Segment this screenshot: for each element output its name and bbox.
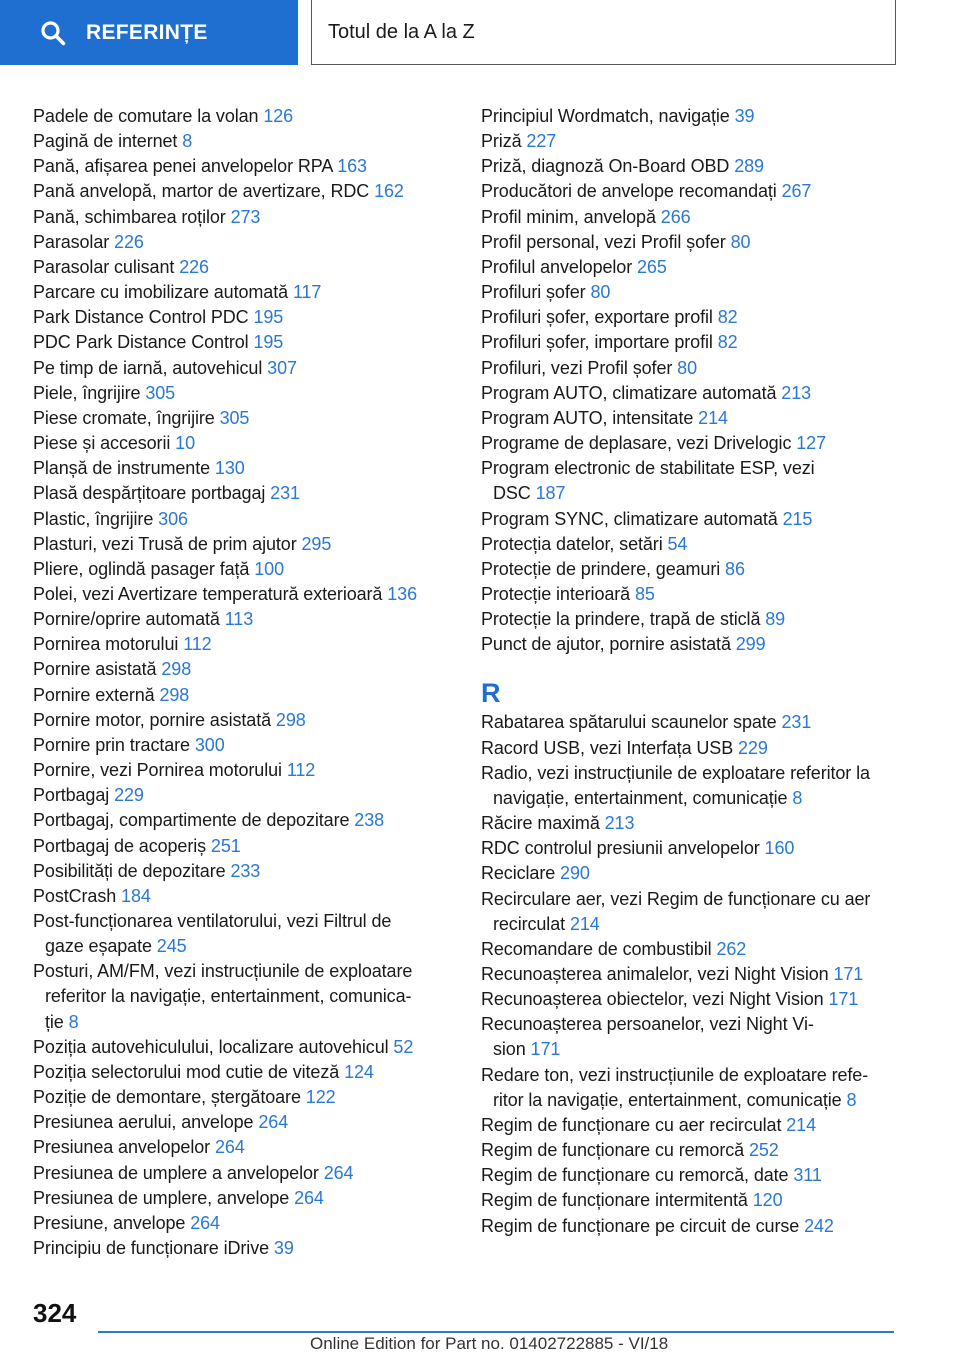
index-entry-text: Program electronic de stabilitate ESP, vezi: [481, 458, 815, 479]
index-entry-page-link[interactable]: 8: [792, 787, 803, 808]
index-entry-page-link[interactable]: 214: [698, 407, 728, 428]
index-entry-page-link[interactable]: 80: [590, 282, 611, 303]
index-entry-text: Recunoașterea persoanelor, vezi Night Vi-: [481, 1014, 814, 1035]
index-entry: [33, 783, 448, 808]
index-entry-page-link[interactable]: 171: [828, 989, 859, 1010]
index-entry-page-link[interactable]: 160: [764, 838, 795, 859]
index-entry: [481, 937, 901, 962]
index-entry-text: Poziție de demontare, ștergătoare: [33, 1087, 301, 1108]
index-entry: [33, 1135, 448, 1160]
index-entry: [33, 205, 448, 230]
index-entry-text: Punct de ajutor, pornire asistată: [481, 634, 731, 655]
index-entry-text: Recirculare aer, vezi Regim de funcționare cu aer: [481, 888, 871, 909]
index-entry-text: Posibilități de depozitare: [33, 860, 226, 881]
index-entry-page-link[interactable]: 39: [734, 106, 755, 126]
index-entry-text: Park Distance Control PDC: [33, 307, 249, 328]
index-entry-text: Pană, afișarea penei anvelopelor RPA: [33, 156, 333, 177]
index-entry-page-link[interactable]: 213: [781, 382, 812, 403]
index-entry-text: Racord USB, vezi Interfața USB: [481, 737, 734, 758]
index-entry-text: sion: [493, 1039, 526, 1060]
index-entry-page-link[interactable]: 86: [725, 558, 745, 579]
index-entry-text: Pornire externă: [33, 684, 155, 705]
index-entry: [33, 507, 448, 532]
index-entry: [33, 179, 448, 204]
index-tab[interactable]: [311, 0, 896, 65]
index-entry-page-link[interactable]: 299: [735, 634, 766, 655]
index-entry-page-link[interactable]: 226: [179, 256, 209, 277]
index-entry: [481, 607, 901, 632]
footer-edition: [310, 1334, 668, 1354]
index-entry-text: Presiunea de umplere a anvelopelor: [33, 1162, 319, 1183]
index-entry: [481, 1214, 901, 1239]
index-entry-page-link[interactable]: 112: [183, 634, 212, 655]
index-entry-text: Pornirea motorului: [33, 634, 179, 655]
index-entry-text: Pornire prin tractare: [33, 734, 190, 755]
index-entry: [481, 406, 901, 431]
index-entry-text: Profiluri șofer: [481, 282, 586, 303]
index-entry-page-link[interactable]: 266: [660, 206, 691, 227]
index-entry-text: ție: [45, 1011, 64, 1032]
index-entry-page-link[interactable]: 8: [182, 131, 193, 152]
index-entry-page-link[interactable]: 195: [253, 307, 284, 328]
index-entry: [481, 1163, 901, 1188]
index-entry-page-link[interactable]: 82: [717, 332, 738, 353]
index-entry-page-link[interactable]: 229: [114, 785, 144, 806]
index-entry: [481, 532, 901, 557]
index-entry-text: Răcire maximă: [481, 813, 600, 834]
index-entry: [33, 356, 448, 381]
index-entry-text: Regim de funcționare cu aer recirculat: [481, 1114, 782, 1135]
index-entry-page-link[interactable]: 124: [344, 1061, 374, 1082]
index-entry-text: Profilul anvelopelor: [481, 256, 633, 277]
index-entry-text: DSC: [493, 483, 531, 504]
index-entry-page-link[interactable]: 252: [748, 1140, 779, 1161]
index-entry: [481, 104, 901, 129]
index-entry-text: Redare ton, vezi instrucțiunile de exploatare refe-: [481, 1064, 869, 1085]
index-entry: [33, 406, 448, 431]
index-entry: [33, 104, 448, 129]
index-entry: [481, 887, 901, 937]
index-entry-text: gaze eșapate: [45, 936, 152, 957]
index-entry-page-link[interactable]: 120: [752, 1190, 783, 1211]
index-entry-page-link[interactable]: 245: [156, 936, 187, 957]
index-entry-text: Parasolar: [33, 231, 110, 252]
index-entry: [481, 255, 901, 280]
index-entry: [33, 808, 448, 833]
index-entry-text: Piese cromate, îngrijire: [33, 407, 215, 428]
index-entry-text: Reciclare: [481, 863, 556, 884]
index-entry-page-link[interactable]: 295: [301, 533, 332, 554]
index-entry-page-link[interactable]: 273: [230, 206, 261, 227]
index-entry-page-link[interactable]: 264: [214, 1137, 245, 1158]
index-entry-page-link[interactable]: 242: [804, 1215, 834, 1236]
index-entry: [33, 909, 448, 959]
index-entry-page-link[interactable]: 126: [263, 106, 294, 126]
search-icon: [40, 20, 66, 46]
index-entry-page-link[interactable]: 267: [781, 181, 812, 202]
index-entry-page-link[interactable]: 311: [793, 1165, 822, 1186]
index-entry-page-link[interactable]: 306: [158, 508, 188, 529]
index-entry-text: Padele de comutare la volan: [33, 106, 259, 126]
index-entry-text: Program AUTO, intensitate: [481, 407, 694, 428]
index-entry-text: Presiunea anvelopelor: [33, 1137, 211, 1158]
index-entry-page-link[interactable]: 162: [374, 181, 404, 202]
index-entry-page-link[interactable]: 136: [387, 583, 417, 604]
index-entry-page-link[interactable]: 122: [305, 1087, 336, 1108]
index-entry: [33, 1161, 448, 1186]
index-entry: [33, 154, 448, 179]
index-entry-page-link[interactable]: 305: [219, 407, 250, 428]
index-entry-text: Recomandare de combustibil: [481, 938, 712, 959]
index-entry-text: Programe de deplasare, vezi Drivelogic: [481, 433, 792, 454]
index-entry-text: Piele, îngrijire: [33, 382, 141, 403]
index-entry: [33, 431, 448, 456]
index-entry: [481, 1012, 901, 1062]
index-entry-page-link[interactable]: 130: [214, 458, 245, 479]
index-entry-text: Presiune, anvelope: [33, 1212, 186, 1233]
index-entry-text: PostCrash: [33, 885, 117, 906]
index-entry-text: Protecție de prindere, geamuri: [481, 558, 721, 579]
index-entry-page-link[interactable]: 238: [354, 810, 385, 831]
index-entry-text: Pe timp de iarnă, autovehicul: [33, 357, 263, 378]
index-entry: [481, 381, 901, 406]
index-entry: [481, 987, 901, 1012]
index-column-left: [33, 104, 448, 1261]
index-entry-text: Regim de funcționare cu remorcă: [481, 1140, 745, 1161]
index-entry: [481, 710, 901, 735]
index-entry-page-link[interactable]: 289: [734, 156, 764, 177]
references-tab-label: REFERINȚE: [86, 20, 208, 44]
index-entry-text: Portbagaj de acoperiș: [33, 835, 207, 856]
index-entry: [481, 330, 901, 355]
index-entry: [33, 381, 448, 406]
index-entry-text: Planșă de instrumente: [33, 458, 211, 479]
index-entry-page-link[interactable]: 264: [294, 1187, 324, 1208]
index-entry-page-link[interactable]: 264: [190, 1212, 220, 1233]
index-entry-page-link[interactable]: 262: [716, 938, 747, 959]
footer-divider: [98, 1331, 894, 1333]
index-entry-text: Protecție interioară: [481, 583, 631, 604]
index-entry-text: Pornire/oprire automată: [33, 609, 220, 630]
index-entry-text: Regim de funcționare cu remorcă, date: [481, 1165, 789, 1186]
index-tab-label: Totul de la A la Z: [328, 20, 475, 43]
index-entry: [481, 230, 901, 255]
index-entry-page-link[interactable]: 82: [717, 307, 738, 328]
index-entry-text: Polei, vezi Avertizare temperatură exterioară: [33, 583, 383, 604]
index-entry-text: Principiu de funcționare iDrive: [33, 1238, 270, 1259]
index-entry-page-link[interactable]: 226: [114, 231, 144, 252]
index-entry: [481, 179, 901, 204]
index-entry-text: Post-funcționarea ventilatorului, vezi Filtrul de: [33, 911, 392, 931]
index-entry-page-link[interactable]: 265: [637, 256, 667, 277]
index-entry-text: PDC Park Distance Control: [33, 332, 249, 353]
section-letter-r: R: [481, 678, 501, 709]
index-entry-text: referitor la navigație, entertainment, comunica-: [45, 986, 412, 1007]
index-entry: [481, 280, 901, 305]
index-entry-text: Pornire, vezi Pornirea motorului: [33, 760, 282, 781]
index-section-r: [481, 710, 901, 1238]
index-entry-page-link[interactable]: 195: [253, 332, 284, 353]
index-entry-page-link[interactable]: 39: [273, 1238, 294, 1259]
index-entry: [33, 884, 448, 909]
index-entry-page-link[interactable]: 85: [634, 583, 655, 604]
index-entry: [33, 1236, 448, 1261]
index-entry: [481, 129, 901, 154]
index-entry: [33, 758, 448, 783]
index-entry-page-link[interactable]: 117: [292, 282, 322, 303]
index-entry-text: navigație, entertainment, comunicație: [493, 787, 788, 808]
index-entry-page-link[interactable]: 171: [833, 964, 864, 984]
index-entry: [33, 1211, 448, 1236]
index-entry-page-link[interactable]: 298: [275, 709, 306, 730]
index-entry: [33, 456, 448, 481]
index-entry-text: Regim de funcționare pe circuit de curse: [481, 1215, 800, 1236]
index-entry: [33, 607, 448, 632]
index-entry-text: Principiul Wordmatch, navigație: [481, 106, 730, 126]
index-entry-page-link[interactable]: 231: [270, 483, 300, 504]
index-entry-text: Presiunea aerului, anvelope: [33, 1112, 254, 1133]
index-entry: [481, 1188, 901, 1213]
index-entry-text: Posturi, AM/FM, vezi instrucțiunile de exploatare: [33, 961, 413, 982]
index-entry-text: Protecție la prindere, trapă de sticlă: [481, 609, 761, 630]
index-entry-text: Poziția selectorului mod cutie de viteză: [33, 1061, 340, 1082]
index-entry: [481, 962, 901, 987]
index-entry: [481, 761, 901, 811]
index-entry: [481, 205, 901, 230]
index-entry: [33, 1085, 448, 1110]
index-entry: [33, 632, 448, 657]
index-entry-page-link[interactable]: 112: [286, 760, 316, 781]
index-entry-page-link[interactable]: 52: [393, 1036, 414, 1057]
index-entry-text: Protecția datelor, setări: [481, 533, 663, 554]
index-entry: [481, 154, 901, 179]
index-entry-page-link[interactable]: 163: [337, 156, 367, 177]
index-entry-page-link[interactable]: 100: [254, 558, 284, 579]
index-entry-text: Program AUTO, climatizare automată: [481, 382, 777, 403]
index-entry: [481, 305, 901, 330]
index-entry-page-link[interactable]: 305: [145, 382, 176, 403]
index-entry-text: Profil personal, vezi Profil șofer: [481, 231, 726, 252]
index-entry-page-link[interactable]: 227: [526, 131, 557, 152]
index-entry-page-link[interactable]: 264: [258, 1112, 289, 1133]
index-entry: [481, 582, 901, 607]
index-entry-text: Pagină de internet: [33, 131, 178, 152]
index-column-right: [481, 104, 901, 1239]
index-entry-text: Plasturi, vezi Trusă de prim ajutor: [33, 533, 297, 554]
index-entry: [33, 230, 448, 255]
index-entry: [33, 532, 448, 557]
index-entry: [481, 811, 901, 836]
index-entry-text: Parasolar culisant: [33, 256, 175, 277]
index-entry-text: RDC controlul presiunii anvelopelor: [481, 838, 760, 859]
index-entry-page-link[interactable]: 300: [194, 734, 225, 755]
index-entry: [33, 683, 448, 708]
index-entry: [33, 834, 448, 859]
index-entry-text: Poziția autovehiculului, localizare autovehicul: [33, 1036, 389, 1057]
index-entry-text: Pornire asistată: [33, 659, 157, 680]
index-entry-text: Profiluri, vezi Profil șofer: [481, 357, 673, 378]
index-entry-text: Parcare cu imobilizare automată: [33, 282, 289, 303]
index-entry: [481, 836, 901, 861]
index-entry: [33, 1060, 448, 1085]
index-entry: [33, 129, 448, 154]
index-entry-page-link[interactable]: 113: [224, 609, 254, 630]
index-entry-page-link[interactable]: 229: [738, 737, 768, 758]
index-entry-page-link[interactable]: 213: [604, 813, 635, 834]
index-entry-text: Producători de anvelope recomandați: [481, 181, 777, 202]
index-entry: [481, 456, 901, 506]
index-entry-text: Radio, vezi instrucțiunile de exploatare referitor la: [481, 762, 870, 783]
index-entry: [33, 1035, 448, 1060]
index-entry-page-link[interactable]: 80: [677, 357, 697, 378]
index-entry-text: Pliere, oglindă pasager față: [33, 558, 250, 579]
index-entry-page-link[interactable]: 307: [267, 357, 297, 378]
index-entry-text: Profiluri șofer, importare profil: [481, 332, 713, 353]
index-entry-page-link[interactable]: 54: [667, 533, 688, 554]
index-entry: [33, 255, 448, 280]
index-entry: [481, 1138, 901, 1163]
index-entry-text: Recunoașterea obiectelor, vezi Night Vision: [481, 989, 824, 1010]
index-entry-text: Plastic, îngrijire: [33, 508, 154, 529]
index-entry: [33, 733, 448, 758]
index-entry-text: Plasă despărțitoare portbagaj: [33, 483, 266, 504]
index-entry-page-link[interactable]: 298: [159, 684, 190, 705]
index-entry-page-link[interactable]: 127: [796, 433, 826, 454]
edition-text: Online Edition for Part no. 01402722885 - VI/18: [310, 1334, 669, 1353]
index-entry-text: Profiluri șofer, exportare profil: [481, 307, 713, 328]
index-entry-text: Portbagaj, compartimente de depozitare: [33, 810, 350, 831]
index-entry: [481, 632, 901, 657]
references-tab[interactable]: [0, 0, 298, 65]
index-entry-page-link[interactable]: 251: [210, 835, 241, 856]
index-entry-text: Recunoașterea animalelor, vezi Night Vision: [481, 964, 829, 984]
index-entry: [33, 708, 448, 733]
index-entry-text: Pană, schimbarea roților: [33, 206, 226, 227]
index-entry-text: Rabatarea spătarului scaunelor spate: [481, 712, 777, 733]
index-entry: [33, 481, 448, 506]
index-entry: [481, 1113, 901, 1138]
index-entry-text: Presiunea de umplere, anvelope: [33, 1187, 290, 1208]
index-entry-page-link[interactable]: 264: [323, 1162, 354, 1183]
index-entry-text: Regim de funcționare intermitentă: [481, 1190, 748, 1211]
index-entry-text: Pană anvelopă, martor de avertizare, RDC: [33, 181, 370, 202]
index-entry-text: Profil minim, anvelopă: [481, 206, 656, 227]
index-entry-page-link[interactable]: 214: [786, 1114, 816, 1135]
index-entry-page-link[interactable]: 184: [121, 885, 151, 906]
index-entry-page-link[interactable]: 298: [161, 659, 192, 680]
index-entry-text: recirculat: [493, 913, 566, 934]
index-entry-text: Priză: [481, 131, 522, 152]
index-entry-text: Piese și accesorii: [33, 433, 171, 454]
index-entry-page-link[interactable]: 8: [846, 1089, 857, 1110]
index-entry: [33, 859, 448, 884]
index-entry: [33, 305, 448, 330]
index-entry-text: Portbagaj: [33, 785, 110, 806]
index-entry-page-link[interactable]: 89: [765, 609, 786, 630]
index-section-p-continued: [481, 104, 901, 657]
index-entry-page-link[interactable]: 231: [781, 712, 812, 733]
index-entry: [481, 356, 901, 381]
index-entry: [33, 330, 448, 355]
index-entry: [481, 1063, 901, 1113]
index-entry: [481, 736, 901, 761]
index-entry: [33, 657, 448, 682]
page-number: 324: [33, 1298, 77, 1328]
index-entry-text: ritor la navigație, entertainment, comunicație: [493, 1089, 842, 1110]
index-entry-page-link[interactable]: 290: [560, 863, 590, 884]
index-entry: [481, 507, 901, 532]
index-entry-page-link[interactable]: 215: [782, 508, 813, 529]
index-entry: [33, 582, 448, 607]
index-entry-page-link[interactable]: 233: [230, 860, 261, 881]
index-entry: [33, 557, 448, 582]
index-entry-page-link[interactable]: 80: [730, 231, 751, 252]
index-entry: [481, 431, 901, 456]
index-entry-text: Program SYNC, climatizare automată: [481, 508, 778, 529]
index-entry-page-link[interactable]: 171: [530, 1039, 561, 1060]
index-entry-page-link[interactable]: 8: [68, 1011, 79, 1032]
index-entry: [33, 959, 448, 1034]
index-entry-text: Pornire motor, pornire asistată: [33, 709, 272, 730]
index-entry: [33, 280, 448, 305]
index-entry-page-link[interactable]: 214: [569, 913, 600, 934]
index-entry: [481, 557, 901, 582]
index-entry-text: Priză, diagnoză On-Board OBD: [481, 156, 730, 177]
index-entry: [33, 1110, 448, 1135]
index-entry: [481, 861, 901, 886]
index-entry-page-link[interactable]: 10: [175, 433, 195, 454]
page-header: [0, 0, 960, 68]
index-entry: [33, 1186, 448, 1211]
index-entry-page-link[interactable]: 187: [535, 483, 566, 504]
